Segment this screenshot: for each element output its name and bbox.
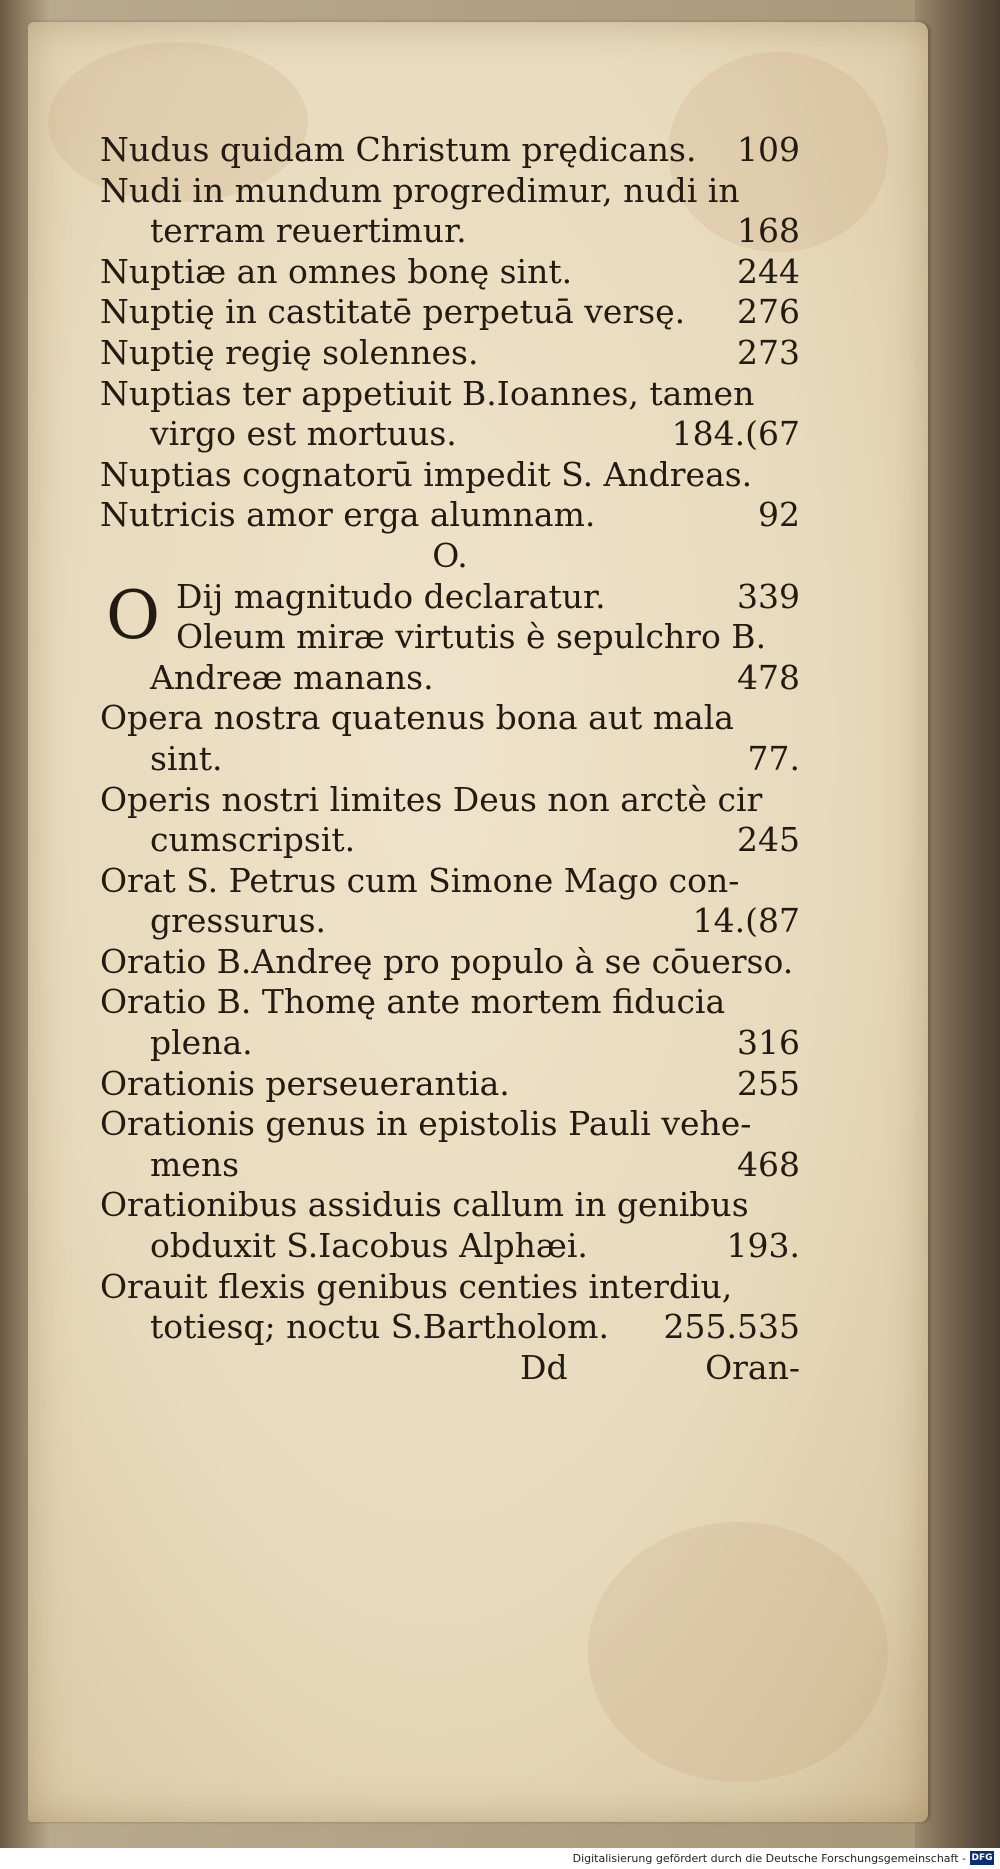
page-reference: 168 xyxy=(737,211,800,251)
entry-text: Oleum miræ virtutis è sepulchro B. xyxy=(176,617,767,657)
entry-text: Nuptias cognatorū impedit S. Andreas. xyxy=(100,454,753,494)
page-reference: 77. xyxy=(747,738,800,778)
entry-text: Nudus quidam Christum prędicans. xyxy=(100,130,697,169)
page-reference: 339 xyxy=(737,576,800,616)
index-entry xyxy=(100,130,800,171)
entry-text: Oratio B. Thomę ante mortem fiducia xyxy=(100,982,726,1022)
entry-text: Operis nostri limites Deus non arctè cir xyxy=(100,779,763,819)
entry-text: Nutricis amor erga alumnam. xyxy=(100,495,596,535)
index-entry xyxy=(100,171,800,212)
entry-text: mens xyxy=(150,1144,240,1184)
index-entry xyxy=(100,658,800,699)
entry-text: obduxit S.Iacobus Alphæi. xyxy=(150,1226,588,1266)
index-entry xyxy=(100,1226,800,1267)
index-entries-o xyxy=(100,577,800,1348)
index-entry xyxy=(100,1023,800,1064)
index-entry xyxy=(100,1307,800,1348)
page-reference: 245 xyxy=(737,820,800,860)
signature-mark: Dd xyxy=(520,1347,568,1387)
entry-text: Oratio B.Andreę pro populo à se cōuerso. xyxy=(100,941,794,981)
entry-text: Nuptię regię solennes. xyxy=(100,332,479,372)
index-entry xyxy=(100,333,800,374)
entry-text: Orat S. Petrus cum Simone Mago con- xyxy=(100,860,740,900)
page-reference: 92 xyxy=(758,495,800,535)
index-entry xyxy=(100,617,800,658)
entry-text: virgo est mortuus. xyxy=(150,414,457,454)
entry-text: Orationis genus in epistolis Pauli vehe- xyxy=(100,1104,752,1144)
entry-text: Nudi in mundum progredimur, nudi in xyxy=(100,170,740,210)
entry-text: terram reuertimur. xyxy=(150,211,467,251)
index-entry xyxy=(100,820,800,861)
index-entry xyxy=(100,1104,800,1145)
page-reference: 468 xyxy=(737,1144,800,1184)
drop-cap: O xyxy=(106,576,161,654)
index-entry xyxy=(100,861,800,902)
index-entry xyxy=(100,292,800,333)
index-entry xyxy=(100,739,800,780)
entry-text: Nuptias ter appetiuit B.Ioannes, tamen xyxy=(100,373,755,413)
page-reference: 478 xyxy=(737,657,800,697)
entry-text: Andreæ manans. xyxy=(150,657,434,697)
page-reference: 184.(67 xyxy=(671,414,800,454)
page-reference: 193. xyxy=(726,1226,800,1266)
index-entries-n xyxy=(100,130,800,536)
footer-bar xyxy=(0,1848,1000,1869)
index-entry xyxy=(100,780,800,821)
index-entry xyxy=(100,252,800,293)
entry-text: Opera nostra quatenus bona aut mala xyxy=(100,698,734,738)
catchword: Oran- xyxy=(705,1347,800,1387)
index-entry xyxy=(100,414,800,455)
index-entry xyxy=(100,698,800,739)
page-reference: 14.(87 xyxy=(692,901,800,941)
entry-text: gressurus. xyxy=(150,901,327,941)
section-heading xyxy=(100,536,800,577)
section-letter: O. xyxy=(432,535,468,575)
index-entry xyxy=(100,211,800,252)
index-entry xyxy=(100,1185,800,1226)
page-reference: 255.535 xyxy=(663,1307,800,1347)
index-entry xyxy=(100,455,800,496)
page-reference: 255 xyxy=(737,1063,800,1103)
page-reference: 276 xyxy=(737,292,800,332)
entry-text: cumscripsit. xyxy=(150,820,356,860)
entry-text: plena. xyxy=(150,1023,253,1063)
paper-stain xyxy=(588,1522,888,1782)
entry-text: Orauit flexis genibus centies interdiu, xyxy=(100,1266,733,1306)
index-entry xyxy=(100,982,800,1023)
page-reference: 273 xyxy=(737,332,800,372)
entry-text: Orationibus assiduis callum in genibus xyxy=(100,1185,749,1225)
index-entry xyxy=(100,495,800,536)
entry-text: Orationis perseuerantia. xyxy=(100,1063,510,1103)
catch-line xyxy=(100,1348,800,1389)
page-reference: 316 xyxy=(737,1023,800,1063)
page-reference: 109 xyxy=(737,130,800,169)
entry-text: Nuptię in castitatē perpetuā versę. xyxy=(100,292,686,332)
page-reference: 244 xyxy=(737,251,800,291)
index-entry xyxy=(100,901,800,942)
index-entry xyxy=(100,1145,800,1186)
entry-text: Dij magnitudo declaratur. xyxy=(176,576,606,616)
index-entry xyxy=(100,1064,800,1105)
entry-text: sint. xyxy=(150,738,223,778)
entry-text: Nuptiæ an omnes bonę sint. xyxy=(100,251,573,291)
dfg-logo: DFG xyxy=(971,1853,993,1863)
index-column xyxy=(100,130,800,1388)
funding-note: Digitalisierung gefördert durch die Deutsche Forschungsgemeinschaft - xyxy=(572,1852,966,1865)
index-entry xyxy=(100,942,800,983)
entry-text: totiesq; noctu S.Bartholom. xyxy=(150,1307,609,1347)
index-entry xyxy=(100,374,800,415)
index-entry xyxy=(100,1267,800,1308)
